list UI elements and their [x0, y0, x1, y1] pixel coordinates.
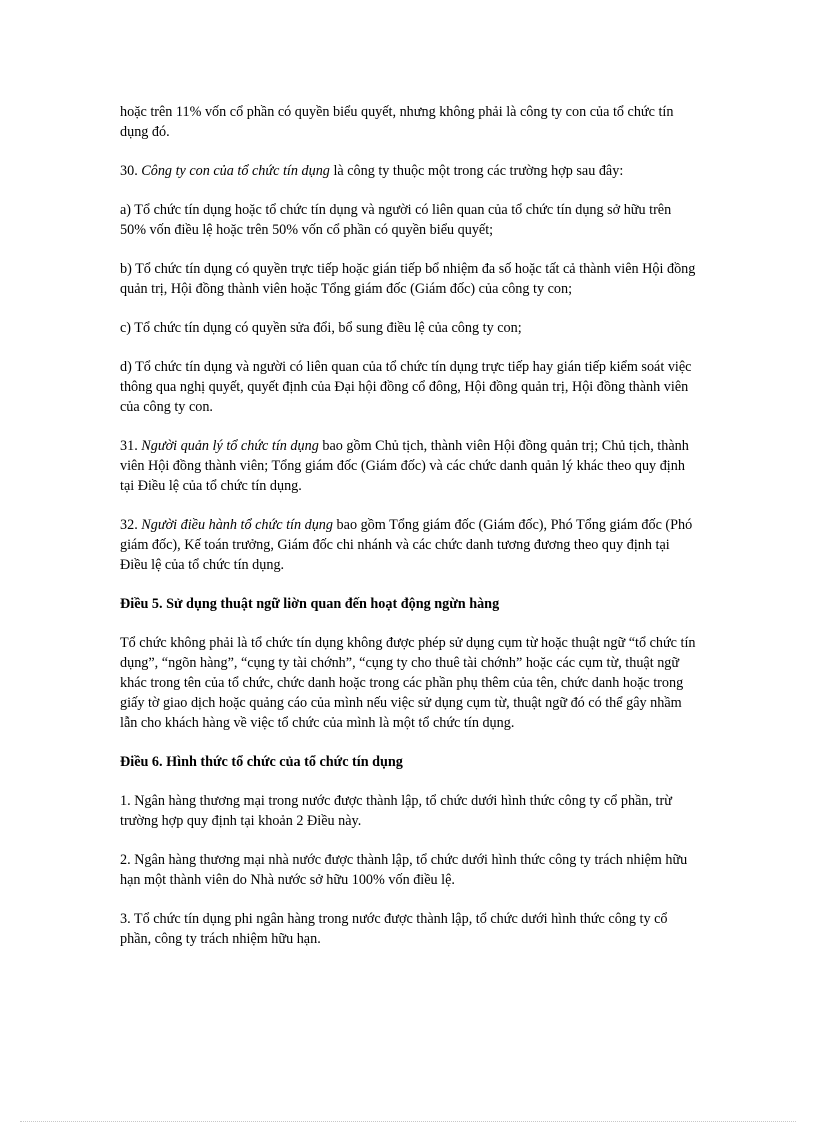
article-5-paragraph: Tổ chức không phải là tổ chức tín dụng không được phép sử dụng cụm từ hoặc thuật ngữ “tổ chức tín dụng”, “ngõn hàng”, “cụng ty tài chớnh”, “cụng ty cho thuê tài chớnh” hoặc các cụm từ, thuật ngữ khác trong tên của tổ chức, chức danh hoặc trong các phần phụ thêm của tên, chức danh hoặc trong giấy tờ giao dịch hoặc quảng cáo của mình nếu việc sử dụng cụm từ, thuật ngữ đó có thể gây nhầm lẫn cho khách hàng về việc tổ chức của mình là một tổ chức tín dụng. [120, 635, 696, 731]
paragraph-31-term: Người quản lý tổ chức tín dụng [141, 438, 319, 454]
paragraph-30c: c) Tổ chức tín dụng có quyền sửa đổi, bổ sung điều lệ của công ty con; [120, 320, 522, 336]
paragraph-32-text: bao gồm Tổng giám đốc (Giám đốc), Phó Tổng giám đốc (Phó giám đốc), Kế toán trưởng, Giám đốc chi nhánh và các chức danh tương đương theo quy định tại Điều lệ của tổ chức tín dụng. [120, 517, 693, 573]
paragraph-30-term: Công ty con của tổ chức tín dụng [141, 163, 330, 179]
article-6-clause-2: 2. Ngân hàng thương mại nhà nước được thành lập, tổ chức dưới hình thức công ty trách nhiệm hữu hạn một thành viên do Nhà nước sở hữu 100% vốn điều lệ. [120, 852, 688, 888]
paragraph-32-term: Người điều hành tổ chức tín dụng [141, 517, 333, 533]
paragraph-30d: d) Tổ chức tín dụng và người có liên quan của tổ chức tín dụng trực tiếp hay gián tiếp kiểm soát việc thông qua nghị quyết, quyết định của Đại hội đồng cổ đông, Hội đồng quản trị, Hội đồng thành viên của công ty con. [120, 359, 692, 415]
paragraph-32 [120, 515, 696, 575]
paragraph-30 [120, 161, 696, 181]
article-5-heading: Điều 5. Sử dụng thuật ngữ liờn quan đến hoạt động ngừn hàng [120, 596, 500, 612]
paragraph-32-number: 32. [120, 517, 138, 533]
page-bottom-divider [20, 1121, 796, 1122]
paragraph-30b: b) Tổ chức tín dụng có quyền trực tiếp hoặc gián tiếp bổ nhiệm đa số hoặc tất cả thành viên Hội đồng quản trị, Hội đồng thành viên hoặc Tổng giám đốc (Giám đốc) của công ty con; [120, 261, 696, 297]
article-6-heading: Điều 6. Hình thức tổ chức của tổ chức tín dụng [120, 754, 403, 770]
paragraph-31-number: 31. [120, 438, 138, 454]
paragraph-30a: a) Tổ chức tín dụng hoặc tổ chức tín dụng và người có liên quan của tổ chức tín dụng sở hữu trên 50% vốn điều lệ hoặc trên 50% vốn cổ phần có quyền biểu quyết; [120, 202, 672, 238]
paragraph-31 [120, 436, 696, 496]
paragraph-31-text: bao gồm Chủ tịch, thành viên Hội đồng quản trị; Chủ tịch, thành viên Hội đồng thành viên; Tổng giám đốc (Giám đốc) và các chức danh quản lý khác theo quy định tại Điều lệ của tổ chức tín dụng. [120, 438, 689, 494]
paragraph-continuation: hoặc trên 11% vốn cổ phần có quyền biểu quyết, nhưng không phải là công ty con của tổ chức tín dụng đó. [120, 104, 674, 140]
article-6-clause-1: 1. Ngân hàng thương mại trong nước được thành lập, tổ chức dưới hình thức công ty cổ phần, trừ trường hợp quy định tại khoản 2 Điều này. [120, 793, 672, 829]
paragraph-30-text: là công ty thuộc một trong các trường hợp sau đây: [333, 163, 624, 179]
article-6-clause-3: 3. Tổ chức tín dụng phi ngân hàng trong nước được thành lập, tổ chức dưới hình thức công ty cổ phần, công ty trách nhiệm hữu hạn. [120, 911, 668, 947]
document-page [120, 102, 696, 968]
paragraph-30-number: 30. [120, 163, 138, 179]
